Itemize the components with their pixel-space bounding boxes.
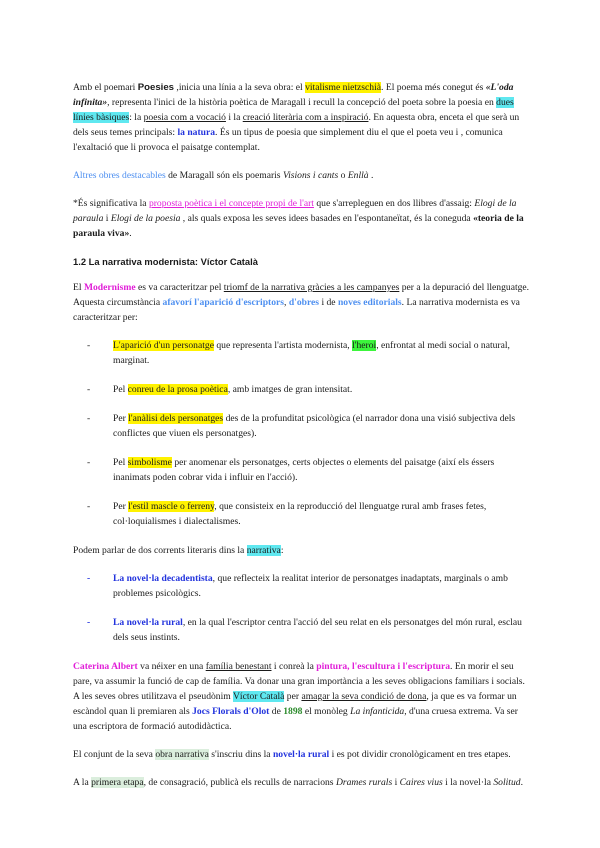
- text: Per: [113, 413, 129, 424]
- text: ,: [284, 297, 289, 308]
- text: de Maragall són els poemaris: [165, 170, 283, 181]
- keyword-escriptors: afavorí l'aparició d'escriptors: [162, 297, 285, 308]
- text: :: [280, 545, 284, 556]
- bullet-dash: -: [87, 501, 91, 512]
- paragraph-caterina-albert: [73, 659, 533, 734]
- keyword-caterina-albert: Caterina Albert: [73, 661, 138, 672]
- text: *És significativa la: [73, 198, 149, 209]
- book-title-caires-vius: Caires vius: [399, 777, 443, 788]
- text: que representa l'artista modernista,: [213, 340, 353, 351]
- text: , en la qual l'escriptor centra l'acció del seu relat en els personatges del món rural, esclau dels seus instints.: [113, 617, 522, 643]
- highlight-heroi: l'heroi: [352, 340, 377, 351]
- text: . En aquesta obra, enceta el que serà un dels seus temes principals:: [73, 112, 520, 138]
- keyword-novella-rural-2: novel·la rural: [272, 749, 330, 760]
- text: i es pot dividir cronològicament en tres etapes.: [329, 749, 511, 760]
- highlight-obra-narrativa: obra narrativa: [155, 749, 209, 760]
- book-title-elogi-paraula: Elogi de la paraula: [73, 198, 517, 224]
- highlight-dues-linies: dues línies bàsiques: [73, 97, 514, 123]
- paragraph-obra-narrativa: [73, 747, 533, 762]
- keyword-year-1898: 1898: [283, 706, 303, 717]
- book-title-drames-rurals: Drames rurals: [335, 777, 393, 788]
- keyword-pintura: pintura, l'escultura i l'escriptura: [316, 661, 451, 672]
- paragraph-modernisme: [73, 280, 533, 325]
- text: de: [269, 706, 284, 717]
- text: , de consagració, publicà els reculls de narracions: [143, 777, 336, 788]
- bullet-dash: -: [87, 413, 91, 424]
- text: i: [103, 213, 111, 224]
- paragraph-corrents: [73, 543, 533, 558]
- text: , d'una cruesa extrema. Va ser una escriptora de formació autodidàctica.: [73, 706, 518, 732]
- text: , amb imatges de gran intensitat.: [227, 384, 353, 395]
- keyword-obres: d'obres: [288, 297, 320, 308]
- highlight-analisi: l'anàlisi dels personatges: [128, 413, 224, 424]
- poem-title-oda-infinita: «L'oda infinita»: [73, 82, 514, 108]
- document-page: [73, 80, 533, 803]
- text: Podem parlar de dos corrents literaris dins la: [73, 545, 247, 556]
- keyword-novella-rural: La novel·la rural: [113, 617, 183, 628]
- text: i conreà la: [271, 661, 317, 672]
- text: per a la depuració del llenguatge. Aquesta circumstància: [73, 282, 530, 308]
- text: , que consisteix en la reproducció del llenguatge rural amb frases fetes, col·loquialismes i dialectalismes.: [113, 501, 487, 527]
- text: : la: [129, 112, 144, 123]
- characteristics-list: [73, 338, 533, 529]
- keyword-jocs-florals: Jocs Florals d'Olot: [192, 706, 270, 717]
- text: Pel: [113, 457, 128, 468]
- text: Amb el poemari: [73, 82, 138, 93]
- text: s'inscriu dins la: [208, 749, 273, 760]
- text: El conjunt de la seva: [73, 749, 156, 760]
- text: . La narrativa modernista es va caracteritzar per:: [73, 297, 520, 323]
- highlight-prosa-poetica: conreu de la prosa poètica: [127, 384, 228, 395]
- highlight-vitalisme: vitalisme nietzschià: [305, 82, 382, 93]
- text: per: [284, 691, 302, 702]
- list-item: [73, 571, 533, 601]
- list-item: [73, 338, 533, 368]
- book-title-enlla: Enllà: [347, 170, 369, 181]
- underline-familia-benestant: família benestant: [205, 661, 272, 672]
- list-item: [73, 411, 533, 441]
- text: Per: [113, 501, 129, 512]
- list-item: [73, 382, 533, 397]
- highlight-simbolisme: simbolisme: [127, 457, 172, 468]
- bullet-dash: -: [87, 617, 91, 628]
- text: , enfrontat al medi social o natural, marginat.: [113, 340, 510, 366]
- book-title-solitud: Solitud: [493, 777, 521, 788]
- text: Pel: [113, 384, 128, 395]
- highlight-primera-etapa: primera etapa: [91, 777, 144, 788]
- underline-creacio-literaria: creació literària com a inspiració: [242, 112, 369, 123]
- section-heading: 1.2 La narrativa modernista: Víctor Català: [73, 256, 258, 267]
- list-item: [73, 499, 533, 529]
- keyword-modernisme: Modernisme: [83, 282, 136, 293]
- paragraph-poesies: [73, 80, 533, 155]
- highlight-narrativa: narrativa: [246, 545, 281, 556]
- keyword-altres-obres: Altres obres destacables: [73, 170, 166, 181]
- book-title-poesies: Poesies: [137, 82, 175, 93]
- bullet-dash: -: [87, 340, 91, 351]
- text: va néixer en una: [137, 661, 206, 672]
- text: .: [129, 228, 132, 239]
- text: ,inicia una línia a la seva obra: el: [174, 82, 306, 93]
- text: per anomenar els personatges, certs objectes o elements del paisatge (així els éssers inanimats poden cobrar vida i influir en l'acció).: [113, 457, 495, 483]
- text: i la novel·la: [442, 777, 494, 788]
- text: A la: [73, 777, 92, 788]
- text: des de la profunditat psicològica (el narrador dona una visió subjectiva dels conflictes que viuen els personatges).: [113, 413, 516, 439]
- text: .: [520, 777, 523, 788]
- text: .: [368, 170, 374, 181]
- underline-poesia-vocacio: poesia com a vocació: [143, 112, 226, 123]
- underline-amagar-condicio: amagar la seva condició de dona: [301, 691, 427, 702]
- keyword-novella-decadentista: La novel·la decadentista: [113, 573, 213, 584]
- underline-triomf-narrativa: triomf de la narrativa gràcies a les campanyes: [223, 282, 400, 293]
- text: . El poema més conegut és: [381, 82, 486, 93]
- keyword-editorials: noves editorials: [337, 297, 402, 308]
- text: o: [338, 170, 348, 181]
- currents-list: [73, 571, 533, 645]
- text: El: [73, 282, 84, 293]
- text: i: [392, 777, 400, 788]
- paragraph-primera-etapa: [73, 775, 533, 790]
- bullet-dash: -: [87, 573, 91, 584]
- text: , ja que es va formar un escàndol quan li premiaren als: [73, 691, 517, 717]
- keyword-la-natura: la natura: [177, 127, 216, 138]
- text: . En morir el seu pare, va assumir la funció de cap de família. Va donar una gran importància a les seves obligacions familiars i socials. A les seves obres utilitzava el pseudònim: [73, 661, 525, 702]
- keyword-proposta-poetica: proposta poètica i el concepte propi de l'art: [148, 198, 314, 209]
- bullet-dash: -: [87, 457, 91, 468]
- text: , als quals exposa les seves idees basades en l'espontaneïtat, és la coneguda: [180, 213, 474, 224]
- keyword-paraula-viva: «teoria de la paraula viva»: [73, 213, 524, 239]
- paragraph-altres-obres: [73, 168, 533, 183]
- text: i la: [225, 112, 243, 123]
- bullet-dash: -: [87, 384, 91, 395]
- text: i de: [319, 297, 338, 308]
- text: el monòleg: [302, 706, 351, 717]
- paragraph-proposta-poetica: [73, 196, 533, 241]
- text: , que reflecteix la realitat interior de personatges inadaptats, marginals o amb problemes psicològics.: [113, 573, 508, 599]
- text: . És un tipus de poesia que simplement diu el que el poeta veu i , comunica l'exaltació que li provoca el paisatge contemplat.: [73, 127, 503, 153]
- list-item: [73, 615, 533, 645]
- text: , representa l'inici de la història poètica de Maragall i recull la concepció del poeta sobre la poesia en: [107, 97, 497, 108]
- list-item: [73, 455, 533, 485]
- highlight-personatge: L'aparició d'un personatge: [113, 340, 214, 351]
- highlight-estil-mascle: l'estil mascle o ferreny: [128, 501, 215, 512]
- text: que s'arrepleguen en dos llibres d'assaig:: [313, 198, 475, 209]
- book-title-elogi-poesia: Elogi de la poesia: [110, 213, 181, 224]
- book-title-la-infanticida: La infanticida: [350, 706, 405, 717]
- highlight-victor-catala: Víctor Català: [232, 691, 285, 702]
- book-title-visions: Visions i cants: [282, 170, 339, 181]
- text: es va caracteritzar pel: [135, 282, 224, 293]
